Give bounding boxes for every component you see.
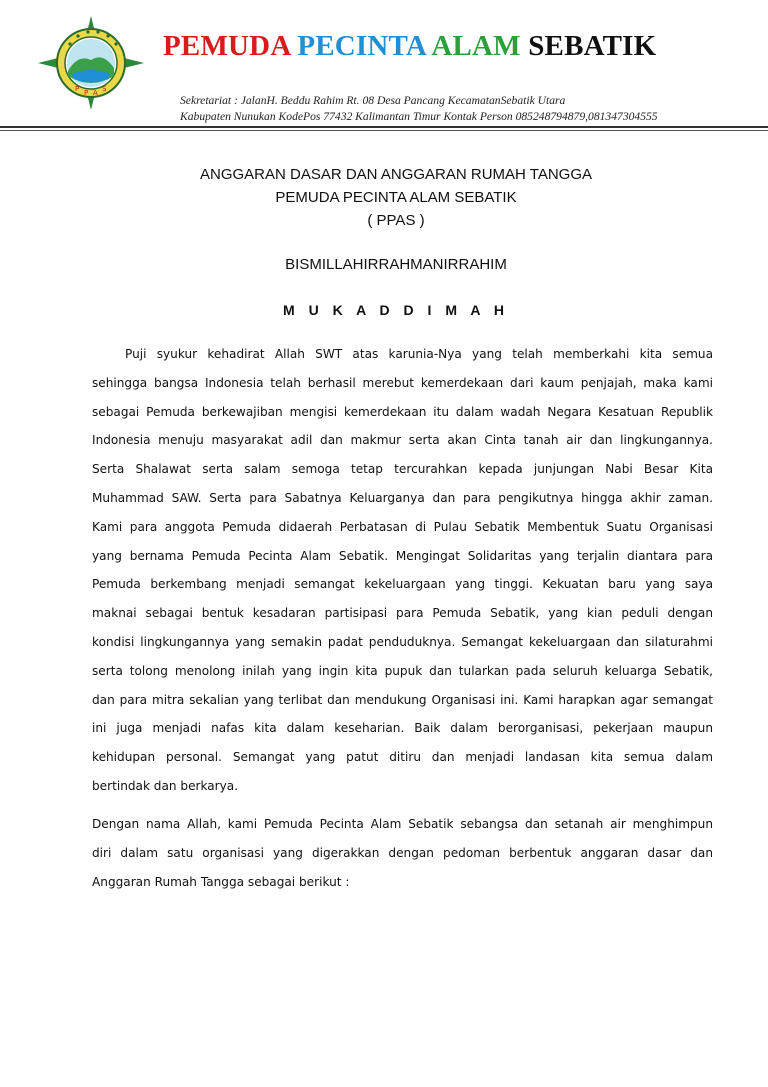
ppas-emblem-icon <box>38 16 144 110</box>
document-heading-line-3: ( PPAS ) <box>367 212 425 229</box>
title-word-pemuda: PEMUDA <box>163 30 290 62</box>
svg-text:A: A <box>93 89 98 97</box>
svg-text:S: S <box>102 85 107 93</box>
document-heading-line-1: ANGGARAN DASAR DAN ANGGARAN RUMAH TANGGA <box>199 166 592 183</box>
paragraph-line: Muhammad SAW. Serta para Sabatnya Keluarganya dan para pengikutnya hingga akhir zaman. <box>92 490 713 505</box>
paragraph-line: Puji syukur kehadirat Allah SWT atas karunia-Nya yang telah memberkahi kita semua <box>125 347 713 361</box>
paragraph-line: sebagai Pemuda berkewajiban mengisi kemerdekaan itu dalam wadah Negara Kesatuan Republik <box>92 404 713 419</box>
paragraph-line: Indonesia menuju masyarakat adil dan makmur serta akan Cinta tanah air dan lingkungannya. <box>92 433 713 448</box>
paragraph-line: Anggaran Rumah Tangga sebagai berikut : <box>92 874 350 889</box>
paragraph-line: sehingga bangsa Indonesia telah berhasil merebut kemerdekaan dari kaum penjajah, maka kami <box>92 375 713 390</box>
paragraph-line: kondisi lingkungannya yang semakin padat penduduknya. Semangat kekeluargaan dan silaturahmi <box>92 634 713 649</box>
mukaddimah-paragraph-2 <box>92 810 713 896</box>
mukaddimah-paragraph-1 <box>92 340 713 801</box>
paragraph-line: Kami para anggota Pemuda didaerah Perbatasan di Pulau Sebatik Membentuk Suatu Organisasi <box>92 519 713 534</box>
section-title-mukaddimah: M U K A D D I M A H <box>283 302 509 318</box>
paragraph-line: Dengan nama Allah, kami Pemuda Pecinta Alam Sebatik sebangsa dan setanah air menghimpun <box>92 817 713 831</box>
title-word-alam: ALAM <box>431 30 521 62</box>
opening-basmalah: BISMILLAHIRRAHMANIRRAHIM <box>285 256 507 273</box>
paragraph-line: yang bernama Pemuda Pecinta Alam Sebatik. Mengingat Solidaritas yang terjalin diantara para <box>92 548 713 563</box>
document-heading-line-2: PEMUDA PECINTA ALAM SEBATIK <box>275 189 517 206</box>
letterhead-divider <box>0 126 768 128</box>
paragraph-line: serta tolong menolong inilah yang ingin kita pupuk dan tularkan pada seluruh keluarga Sebatik, <box>92 663 713 678</box>
organization-title <box>163 30 656 63</box>
letterhead-divider-thin <box>0 130 768 131</box>
paragraph-line: dan para mitra sekalian yang terlibat dan mendukung Organisasi ini. Kami harapkan agar semangat <box>92 692 713 707</box>
paragraph-line: Pemuda berkembang menjadi semangat kekeluargaan yang tinggi. Kekuatan baru yang saya <box>92 577 713 592</box>
paragraph-line: ini juga menjadi nafas kita dalam keseharian. Baik dalam berorganisasi, pekerjaan maupun <box>92 721 713 736</box>
svg-text:P: P <box>75 85 80 93</box>
title-word-pecinta: PECINTA <box>297 30 426 62</box>
paragraph-line: kehidupan personal. Semangat yang patut ditiru dan menjadi landasan kita semua dalam <box>92 750 713 765</box>
svg-text:P: P <box>84 89 89 97</box>
address-line-1: Sekretariat : JalanH. Beddu Rahim Rt. 08 Desa Pancang KecamatanSebatik Utara <box>180 94 566 107</box>
paragraph-line: Serta Shalawat serta salam semoga tetap tercurahkan kepada junjungan Nabi Besar Kita <box>92 462 713 477</box>
address-line-2: Kabupaten Nunukan KodePos 77432 Kalimantan Timur Kontak Person 085248794879,081347304555 <box>180 110 658 123</box>
paragraph-line: maknai sebagai bentuk kesadaran partisipasi para Pemuda Sebatik, yang kian peduli dengan <box>92 606 713 621</box>
paragraph-line: diri dalam satu organisasi yang digerakkan dengan pedoman berbentuk anggaran dasar dan <box>92 845 713 860</box>
paragraph-line: bertindak dan berkarya. <box>92 778 239 793</box>
title-word-sebatik: SEBATIK <box>528 30 657 62</box>
